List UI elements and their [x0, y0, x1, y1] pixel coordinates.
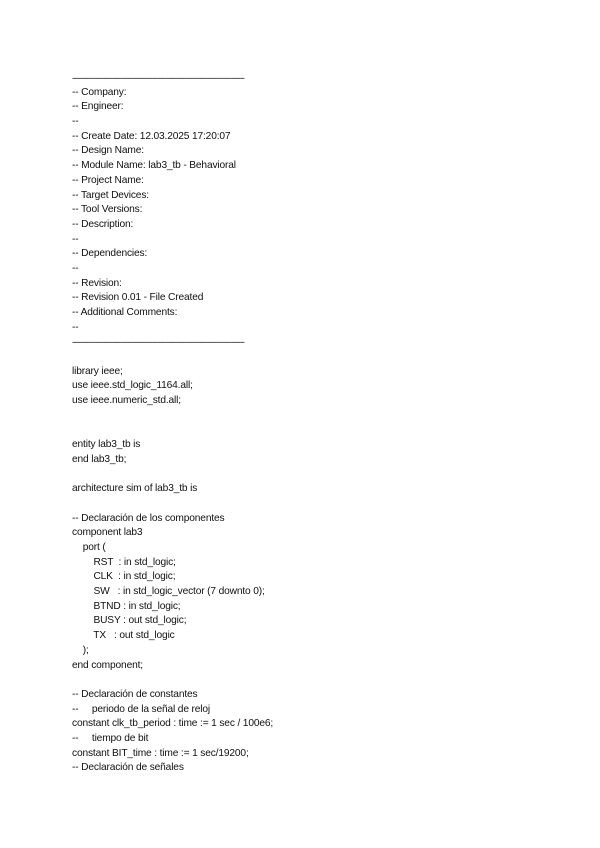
code-line-separator: ---------------------------------------------------------------------------------- — [72, 337, 244, 348]
code-line-use-std-logic: use ieee.std_logic_1164.all; — [72, 380, 193, 392]
code-line-blank — [72, 409, 572, 424]
code-line-blank — [72, 497, 572, 512]
code-line-engineer: -- Engineer: — [72, 101, 124, 113]
code-line-port-btnd: BTND : in std_logic; — [72, 600, 181, 612]
code-line-blank — [72, 424, 572, 439]
code-line-components-comment: -- Declaración de los componentes — [72, 512, 225, 524]
code-line-separator: ---------------------------------------------------------------------------------- — [72, 73, 244, 83]
code-line-blank — [72, 468, 572, 483]
code-line-tool-versions: -- Tool Versions: — [72, 204, 143, 216]
code-line-blank — [72, 350, 572, 365]
code-line-architecture: architecture sim of lab3_tb is — [72, 483, 198, 495]
code-line-target-devices: -- Target Devices: — [72, 189, 149, 201]
code-line-blank — [72, 673, 572, 688]
code-line-port-close: ); — [72, 644, 89, 656]
code-line-module-name: -- Module Name: lab3_tb - Behavioral — [72, 160, 236, 172]
code-line-design-name: -- Design Name: — [72, 145, 144, 157]
code-line-port-tx: TX : out std_logic — [72, 630, 175, 642]
code-line-port-rst: RST : in std_logic; — [72, 556, 176, 568]
code-line-constants-comment: -- Declaración de constantes — [72, 688, 198, 700]
code-line-end-component: end component; — [72, 659, 143, 671]
code-line-comment: -- — [72, 321, 79, 333]
code-line-end-entity: end lab3_tb; — [72, 453, 127, 465]
code-line-port-sw: SW : in std_logic_vector (7 downto 0); — [72, 586, 265, 598]
code-line-clock-period-comment: -- periodo de la señal de reloj — [72, 703, 211, 715]
code-line-port-busy: BUSY : out std_logic; — [72, 615, 187, 627]
code-line-port-open: port ( — [72, 542, 106, 553]
code-line-entity: entity lab3_tb is — [72, 439, 141, 451]
code-line-additional-comments: -- Additional Comments: — [72, 307, 178, 318]
code-line-dependencies: -- Dependencies: — [72, 248, 148, 260]
code-line-comment: -- — [72, 262, 79, 274]
code-line-component: component lab3 — [72, 527, 143, 539]
code-line-bit-time: constant BIT_time : time := 1 sec/19200; — [72, 747, 249, 759]
code-line-use-numeric-std: use ieee.numeric_std.all; — [72, 395, 181, 407]
vhdl-code-block — [72, 71, 572, 776]
code-line-project-name: -- Project Name: — [72, 174, 144, 186]
code-line-create-date: -- Create Date: 12.03.2025 17:20:07 — [72, 130, 231, 142]
code-line-revision: -- Revision: — [72, 277, 122, 289]
code-line-clk-tb-period: constant clk_tb_period : time := 1 sec / 100e6; — [72, 718, 274, 730]
code-line-comment: -- — [72, 116, 79, 128]
code-line-description: -- Description: — [72, 218, 134, 230]
code-line-library: library ieee; — [72, 365, 123, 377]
code-line-revision-detail: -- Revision 0.01 - File Created — [72, 292, 204, 304]
code-line-comment: -- — [72, 233, 79, 245]
code-line-port-clk: CLK : in std_logic; — [72, 571, 176, 583]
code-line-company: -- Company: — [72, 86, 127, 98]
code-line-signals-comment: -- Declaración de señales — [72, 762, 184, 774]
code-line-bit-time-comment: -- tiempo de bit — [72, 732, 149, 744]
